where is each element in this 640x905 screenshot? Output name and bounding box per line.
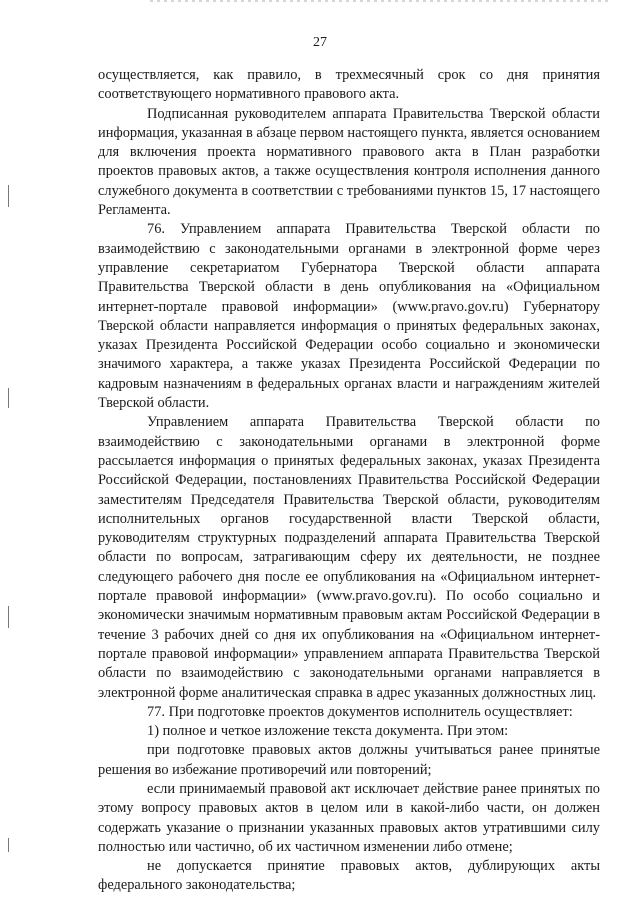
margin-mark	[8, 838, 9, 852]
margin-mark	[8, 388, 9, 408]
paragraph: осуществляется, как правило, в трехмесячный срок со дня принятия соответствующего нормативного правового акта.	[98, 67, 600, 103]
paragraph: 76. Управлением аппарата Правительства Тверской области по взаимодействию с законодательными органами в электронной форме через управление секретариатом Губернатора Тверской области аппарата Правительства Тверской области в день опубликования на «Официальном интернет-портале правовой информации» (www.pravo.gov.ru) Губернатору Тверской области направляется информация о принятых федеральных законах, указах Президента Российской Федерации особо социально и экономически значимого характера, а также указах Президента Российской Федерации по кадровым назначениям в федеральных органах власти и награждениям жителей Тверской области.	[98, 221, 600, 412]
document-body	[98, 66, 600, 896]
paragraph: при подготовке правовых актов должны учитываться ранее принятые решения во избежание противоречий или повторений;	[98, 742, 600, 778]
margin-mark	[8, 185, 9, 207]
paragraph: 1) полное и четкое изложение текста документа. При этом:	[147, 723, 509, 740]
margin-mark	[8, 606, 9, 628]
paragraph: Управлением аппарата Правительства Тверской области по взаимодействию с законодательными органами в электронной форме рассылается информация о принятых федеральных законах, указах Президента Российской Федерации, постановлениях Правительства Российской Федерации заместителям Председателя Правительства Тверской области, руководителям исполнительных органов государственной власти Тверской области, руководителям структурных подразделений аппарата Правительства Тверской области по вопросам, затрагивающим сферу их деятельности, не позднее следующего рабочего дня после ее опубликования на «Официальном интернет-портале правовой информации» (www.pravo.gov.ru). По особо социально и экономически значимым нормативным правовым актам Российской Федерации в течение 3 рабочих дней со дня их опубликования на «Официальном интернет-портале правовой информации» управлением аппарата Правительства Тверской области по взаимодействию с законодательными органами направляется в электронной форме аналитическая справка в адрес указанных должностных лиц.	[98, 414, 600, 701]
paragraph: если принимаемый правовой акт исключает действие ранее принятых по этому вопросу правовых актов в целом или в какой-либо части, он должен содержать указание о признании указанных правовых актов утратившими силу полностью или частично, об их частичном изменении либо отмене;	[98, 780, 600, 855]
paragraph: не допускается принятие правовых актов, дублирующих акты федерального законодательства;	[98, 858, 600, 894]
page-number: 27	[313, 35, 327, 50]
scan-artifact	[150, 0, 610, 2]
paragraph: 77. При подготовке проектов документов исполнитель осуществляет:	[147, 703, 573, 720]
paragraph: Подписанная руководителем аппарата Правительства Тверской области информация, указанная в абзаце первом настоящего пункта, является основанием для включения проекта нормативного правового акта в План разработки проектов правовых актов, а также осуществления контроля исполнения данного служебного документа в соответствии с требованиями пунктов 15, 17 настоящего Регламента.	[98, 105, 600, 219]
